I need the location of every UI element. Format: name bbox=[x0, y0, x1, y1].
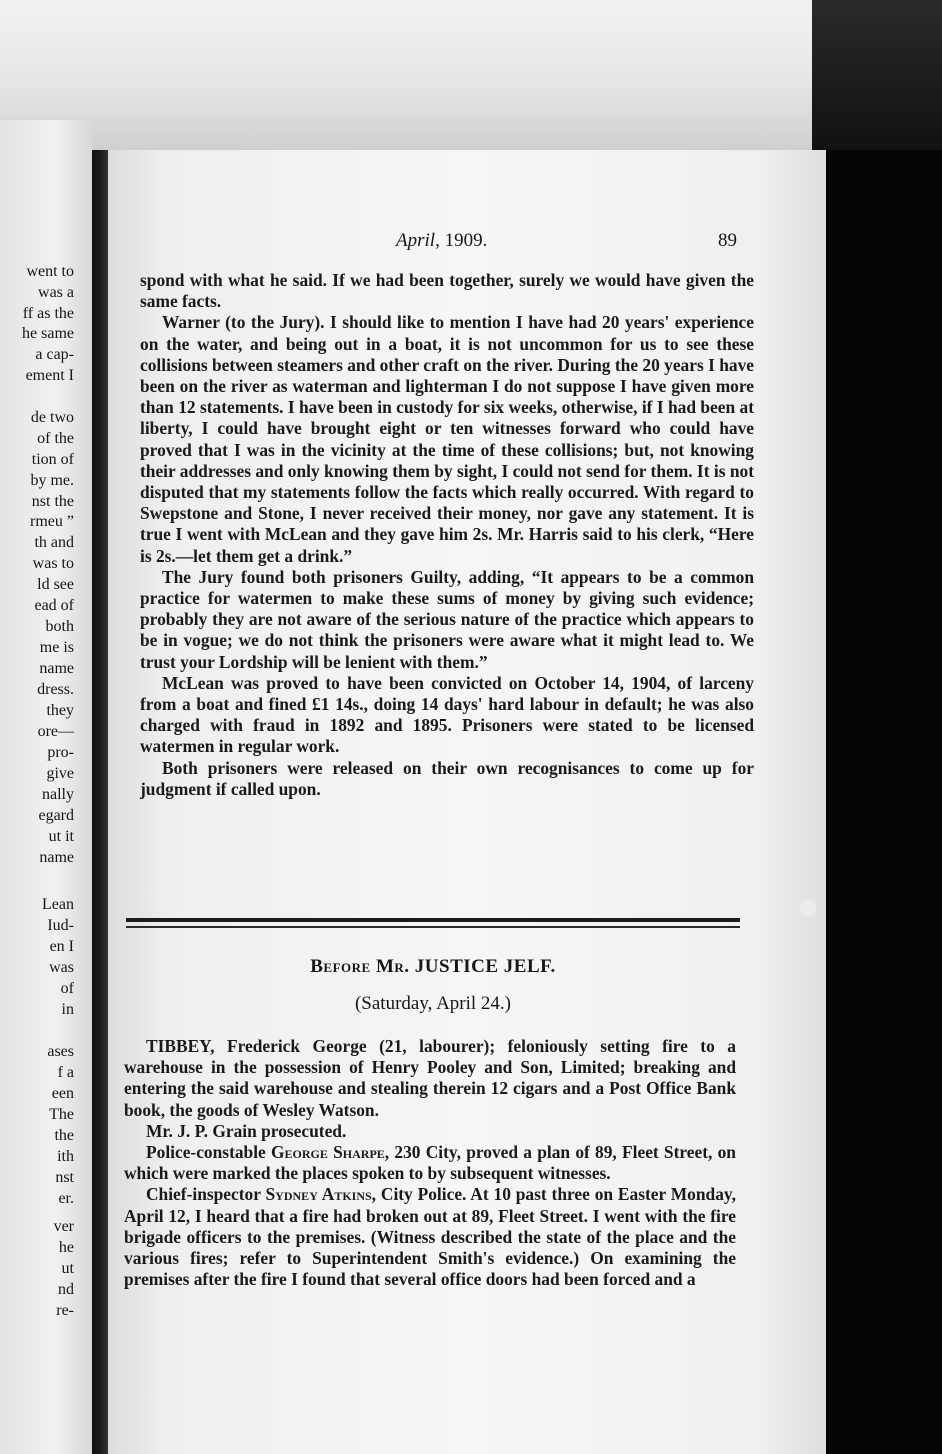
left-page-line: de two bbox=[30, 409, 74, 426]
inspector-name: Sydney Atkins bbox=[265, 1184, 372, 1205]
lower-text-block bbox=[124, 1036, 736, 1290]
left-page-line: nally bbox=[42, 786, 74, 803]
left-page-line: pro- bbox=[47, 744, 74, 761]
paragraph-constable-evidence bbox=[124, 1142, 736, 1184]
section-divider-thin bbox=[126, 926, 740, 928]
paragraph-prior-convictions: McLean was proved to have been convicted on October 14, 1904, of larceny from a boat and fined £1 14s., doing 14 days' hard labour in default; he was also charged with fraud in 1892 and 1895. Prisoners were stated to be licensed watermen in regular work. bbox=[140, 672, 754, 757]
left-page-line: er. bbox=[58, 1190, 74, 1207]
left-page-line: by me. bbox=[30, 472, 74, 489]
left-page-line: in bbox=[61, 1001, 74, 1018]
left-page-line: name bbox=[39, 849, 74, 866]
paragraph-prosecutor: Mr. J. P. Grain prosecuted. bbox=[146, 1120, 347, 1141]
heading-judge-name: JUSTICE JELF. bbox=[414, 956, 556, 977]
left-page-line: tion of bbox=[31, 451, 74, 468]
left-page-line: both bbox=[45, 618, 74, 635]
left-page-line: he bbox=[58, 1239, 74, 1256]
left-page-line: they bbox=[46, 702, 74, 719]
left-page-line: nd bbox=[58, 1281, 74, 1298]
paragraph-warner-statement: Warner (to the Jury). I should like to mention I have had 20 years' experience on the water, and being out in a boat, it is not uncommon for us to see these collisions between steamers and other craft on the river. During the 20 years I have been on the river as waterman and lighterman I do not suppose I have given more than 12 statements. I have been in custody for six weeks, otherwise, if I had been at liberty, I could have brought eight or ten witnesses forward who could have proved that I was in the vicinity at the time of these collisions; but, not knowing their addresses and only knowing them by sight, I could not send for them. It is not disputed that my statements follow the facts which really occurred. With regard to Swepstone and Stone, I never received their money, nor gave any statement. It is true I went with McLean and they gave him 2s. Mr. Harris said to his clerk, “Here is 2s.—let them get a drink.” bbox=[140, 312, 754, 566]
left-page-line: The bbox=[49, 1106, 74, 1123]
left-page-line: went to bbox=[26, 263, 74, 280]
left-page-line: ead of bbox=[34, 597, 74, 614]
paragraph-continuation: spond with what he said. If we had been together, surely we would have given the same facts. bbox=[140, 270, 754, 312]
left-page-line: ement I bbox=[25, 367, 74, 384]
heading-before-label: Before Mr. bbox=[310, 956, 410, 977]
left-page-line: the bbox=[54, 1127, 74, 1144]
section-divider-thick bbox=[126, 918, 740, 922]
left-page-line: egard bbox=[38, 807, 74, 824]
left-page-line: dress. bbox=[37, 681, 74, 698]
left-page-line: ld see bbox=[37, 576, 74, 593]
paragraph-jury-verdict: The Jury found both prisoners Guilty, adding, “It appears to be a common practice for watermen to make these sums of money by giving such evidence; probably they are not aware of the serious nature of the practice which appears to be in vogue; we do not think the prisoners were aware what it might lead to. We trust your Lordship will be lenient with them.” bbox=[140, 566, 754, 672]
constable-evidence-text: , 230 City, proved a plan of 89, Fleet Street, on which were marked the places spoken to by subsequent witnesses. bbox=[124, 1142, 736, 1184]
left-page-line: of bbox=[60, 980, 74, 997]
paragraph-inspector-evidence bbox=[124, 1184, 736, 1290]
left-page-line: th and bbox=[34, 534, 74, 551]
paragraph-indictment: TIBBEY, Frederick George (21, labourer); feloniously setting fire to a warehouse in the possession of Henry Pooley and Son, Limited; breaking and entering the said warehouse and stealing therein 12 cigars and a Post Office Bank book, the goods of Wesley Watson. bbox=[124, 1036, 736, 1120]
inspector-evidence-text: , City Police. At 10 past three on Easter Monday, April 12, I heard that a fire had broken out at 89, Fleet Street. I went with the fire brigade officers to the premises. (Witness described the state of the place and the various fires; refer to Superintendent Smith's evidence.) On examining the premises after the fire I found that several office doors had been forced and a bbox=[124, 1184, 736, 1290]
left-page-line: was a bbox=[38, 284, 74, 301]
photo-background-corner bbox=[812, 0, 942, 150]
left-page-line: ut bbox=[61, 1260, 74, 1277]
left-page-line: ff as the bbox=[22, 305, 74, 322]
left-page-line: was bbox=[49, 959, 74, 976]
section-date: (Saturday, April 24.) bbox=[354, 993, 512, 1014]
left-page-line: Iud- bbox=[47, 917, 74, 934]
left-page-line: name bbox=[39, 660, 74, 677]
left-page-line: a cap- bbox=[35, 346, 74, 363]
left-page-line: of the bbox=[37, 430, 74, 447]
paragraph-release: Both prisoners were released on their own recognisances to come up for judgment if called upon. bbox=[140, 757, 754, 799]
left-page-line: een bbox=[51, 1085, 74, 1102]
left-page-line: re- bbox=[56, 1302, 74, 1319]
constable-name: George Sharpe bbox=[271, 1142, 385, 1163]
running-head bbox=[396, 230, 487, 252]
photo-background-right bbox=[826, 150, 942, 1454]
left-page-line: was to bbox=[32, 555, 74, 572]
section-heading bbox=[126, 956, 740, 978]
left-page-line: nst bbox=[55, 1169, 74, 1186]
left-page-line: ver bbox=[53, 1218, 74, 1235]
left-page-line: nst the bbox=[31, 493, 74, 510]
film-speck bbox=[800, 900, 816, 916]
left-page-line: give bbox=[46, 765, 74, 782]
left-page-line: ut it bbox=[48, 828, 74, 845]
left-page-line: me is bbox=[39, 639, 74, 656]
photo-background-top bbox=[0, 0, 942, 150]
left-page-line: ith bbox=[57, 1148, 74, 1165]
left-page-line: f a bbox=[57, 1064, 74, 1081]
left-page-line: he same bbox=[22, 325, 74, 342]
page-number: 89 bbox=[718, 230, 737, 251]
left-page-line: Lean bbox=[42, 896, 74, 913]
inspector-title: Chief-inspector bbox=[146, 1184, 261, 1205]
constable-title: Police-constable bbox=[146, 1142, 266, 1163]
upper-text-block bbox=[140, 270, 754, 800]
left-page-line: rmeu ” bbox=[30, 513, 74, 530]
left-page-line: en I bbox=[49, 938, 74, 955]
running-head-year: , 1909. bbox=[435, 230, 488, 251]
running-head-month: April bbox=[396, 230, 436, 251]
left-page-line: ore— bbox=[37, 723, 74, 740]
left-page-line: ases bbox=[47, 1043, 74, 1060]
left-page-fragment bbox=[0, 120, 92, 1454]
